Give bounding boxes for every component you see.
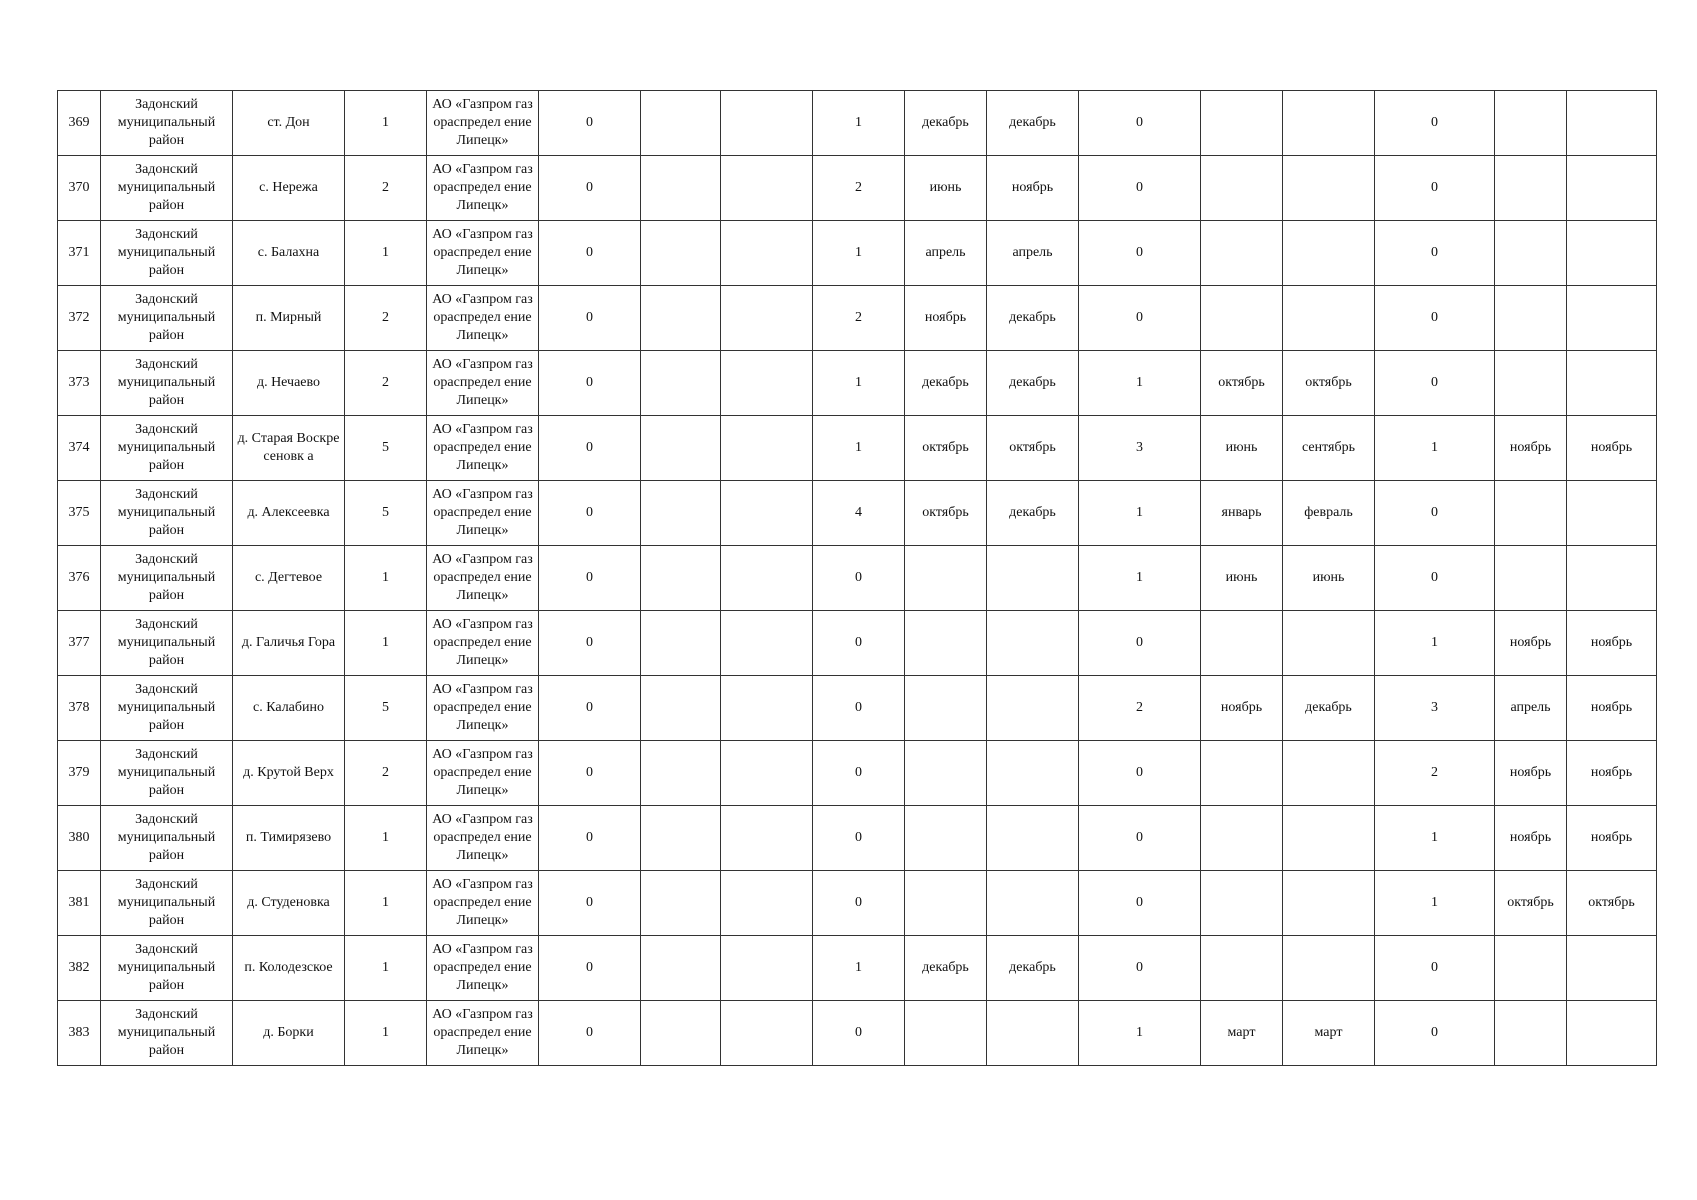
stage3-count-cell: 0 [1079,156,1201,221]
stage1-count-cell: 0 [539,806,641,871]
stage2-end-cell [987,676,1079,741]
stage3-end-cell [1283,286,1375,351]
stage4-start-cell [1495,546,1567,611]
stage3-start-cell [1201,936,1283,1001]
stage2-count-cell: 0 [813,806,905,871]
stage2-start-cell: декабрь [905,91,987,156]
stage4-count-cell: 0 [1375,1001,1495,1066]
stage2-start-cell [905,546,987,611]
stage3-count-cell: 1 [1079,546,1201,611]
stage3-end-cell [1283,221,1375,286]
row-number-cell: 371 [58,221,101,286]
stage2-count-cell: 2 [813,156,905,221]
stage2-count-cell: 1 [813,351,905,416]
total-count-cell: 1 [345,806,427,871]
table-row [58,416,1657,481]
stage4-count-cell: 1 [1375,871,1495,936]
stage4-start-cell: ноябрь [1495,416,1567,481]
stage3-start-cell [1201,221,1283,286]
stage2-end-cell [987,546,1079,611]
organization-cell: АО «Газпром газораспредел ение Липецк» [427,1001,539,1066]
settlement-cell: п. Мирный [233,286,345,351]
stage3-end-cell [1283,156,1375,221]
stage1-end-cell [721,416,813,481]
stage3-start-cell [1201,611,1283,676]
organization-cell: АО «Газпром газораспредел ение Липецк» [427,741,539,806]
stage2-count-cell: 0 [813,676,905,741]
stage3-start-cell [1201,871,1283,936]
settlement-cell: с. Калабино [233,676,345,741]
settlement-cell: д. Студеновка [233,871,345,936]
stage1-end-cell [721,1001,813,1066]
stage1-count-cell: 0 [539,416,641,481]
district-cell: Задонский муниципальный район [101,481,233,546]
settlement-cell: д. Борки [233,1001,345,1066]
stage1-count-cell: 0 [539,351,641,416]
table-row [58,156,1657,221]
stage2-start-cell [905,676,987,741]
stage3-end-cell [1283,871,1375,936]
district-cell: Задонский муниципальный район [101,416,233,481]
stage2-end-cell: октябрь [987,416,1079,481]
stage2-start-cell: октябрь [905,416,987,481]
stage4-start-cell [1495,221,1567,286]
stage3-count-cell: 1 [1079,1001,1201,1066]
table-row [58,806,1657,871]
organization-cell: АО «Газпром газораспредел ение Липецк» [427,611,539,676]
stage4-count-cell: 1 [1375,611,1495,676]
stage1-end-cell [721,91,813,156]
stage1-end-cell [721,871,813,936]
stage3-count-cell: 3 [1079,416,1201,481]
stage3-start-cell [1201,91,1283,156]
stage1-count-cell: 0 [539,1001,641,1066]
stage3-count-cell: 2 [1079,676,1201,741]
district-cell: Задонский муниципальный район [101,741,233,806]
settlement-cell: п. Колодезское [233,936,345,1001]
row-number-cell: 376 [58,546,101,611]
stage2-count-cell: 0 [813,1001,905,1066]
stage4-start-cell: ноябрь [1495,611,1567,676]
stage1-end-cell [721,741,813,806]
total-count-cell: 5 [345,481,427,546]
stage4-end-cell: ноябрь [1567,806,1657,871]
stage4-end-cell: ноябрь [1567,611,1657,676]
total-count-cell: 1 [345,1001,427,1066]
stage1-start-cell [641,481,721,546]
total-count-cell: 5 [345,416,427,481]
stage2-start-cell [905,741,987,806]
stage3-count-cell: 0 [1079,286,1201,351]
settlement-cell: д. Алексеевка [233,481,345,546]
row-number-cell: 378 [58,676,101,741]
stage2-end-cell: декабрь [987,351,1079,416]
stage2-start-cell [905,806,987,871]
stage2-end-cell: декабрь [987,91,1079,156]
stage2-start-cell: октябрь [905,481,987,546]
stage1-count-cell: 0 [539,286,641,351]
stage4-count-cell: 0 [1375,286,1495,351]
stage1-start-cell [641,611,721,676]
stage3-end-cell: декабрь [1283,676,1375,741]
stage3-end-cell: февраль [1283,481,1375,546]
district-cell: Задонский муниципальный район [101,676,233,741]
row-number-cell: 372 [58,286,101,351]
total-count-cell: 1 [345,546,427,611]
district-cell: Задонский муниципальный район [101,286,233,351]
stage1-end-cell [721,676,813,741]
settlement-cell: с. Балахна [233,221,345,286]
stage1-count-cell: 0 [539,936,641,1001]
stage3-end-cell: октябрь [1283,351,1375,416]
table-row [58,676,1657,741]
stage2-count-cell: 0 [813,741,905,806]
settlement-cell: п. Тимирязево [233,806,345,871]
organization-cell: АО «Газпром газораспредел ение Липецк» [427,806,539,871]
stage2-count-cell: 1 [813,936,905,1001]
stage3-end-cell: сентябрь [1283,416,1375,481]
table-row [58,481,1657,546]
stage1-start-cell [641,91,721,156]
organization-cell: АО «Газпром газораспредел ение Липецк» [427,351,539,416]
stage4-start-cell: ноябрь [1495,806,1567,871]
table-row [58,221,1657,286]
settlement-cell: д. Галичья Гора [233,611,345,676]
stage4-end-cell: ноябрь [1567,676,1657,741]
total-count-cell: 1 [345,221,427,286]
stage4-count-cell: 0 [1375,351,1495,416]
stage1-start-cell [641,286,721,351]
stage4-start-cell [1495,936,1567,1001]
stage3-start-cell [1201,806,1283,871]
district-cell: Задонский муниципальный район [101,871,233,936]
stage1-count-cell: 0 [539,221,641,286]
total-count-cell: 1 [345,91,427,156]
table-row [58,741,1657,806]
stage1-end-cell [721,156,813,221]
row-number-cell: 369 [58,91,101,156]
stage2-count-cell: 2 [813,286,905,351]
stage4-start-cell [1495,156,1567,221]
district-cell: Задонский муниципальный район [101,91,233,156]
stage2-count-cell: 0 [813,871,905,936]
stage4-end-cell [1567,286,1657,351]
stage4-count-cell: 0 [1375,91,1495,156]
organization-cell: АО «Газпром газораспредел ение Липецк» [427,221,539,286]
stage4-end-cell: ноябрь [1567,416,1657,481]
stage3-start-cell: март [1201,1001,1283,1066]
stage1-start-cell [641,1001,721,1066]
district-cell: Задонский муниципальный район [101,221,233,286]
stage3-start-cell: октябрь [1201,351,1283,416]
stage2-start-cell: апрель [905,221,987,286]
stage4-start-cell: апрель [1495,676,1567,741]
stage3-start-cell: ноябрь [1201,676,1283,741]
table-row [58,936,1657,1001]
row-number-cell: 373 [58,351,101,416]
district-cell: Задонский муниципальный район [101,156,233,221]
total-count-cell: 1 [345,936,427,1001]
stage1-count-cell: 0 [539,741,641,806]
table-row [58,611,1657,676]
stage2-end-cell [987,611,1079,676]
stage3-count-cell: 0 [1079,91,1201,156]
row-number-cell: 381 [58,871,101,936]
stage1-start-cell [641,221,721,286]
stage2-start-cell [905,611,987,676]
district-cell: Задонский муниципальный район [101,936,233,1001]
stage4-start-cell [1495,481,1567,546]
stage2-start-cell: декабрь [905,936,987,1001]
stage4-count-cell: 0 [1375,156,1495,221]
stage4-count-cell: 0 [1375,546,1495,611]
table-row [58,1001,1657,1066]
stage1-start-cell [641,676,721,741]
stage1-end-cell [721,351,813,416]
district-cell: Задонский муниципальный район [101,351,233,416]
stage3-count-cell: 0 [1079,806,1201,871]
settlement-cell: д. Нечаево [233,351,345,416]
organization-cell: АО «Газпром газораспредел ение Липецк» [427,481,539,546]
stage4-count-cell: 2 [1375,741,1495,806]
stage1-count-cell: 0 [539,156,641,221]
row-number-cell: 377 [58,611,101,676]
stage4-end-cell: ноябрь [1567,741,1657,806]
stage4-count-cell: 3 [1375,676,1495,741]
stage4-start-cell: ноябрь [1495,741,1567,806]
stage3-start-cell [1201,741,1283,806]
stage3-count-cell: 0 [1079,871,1201,936]
stage4-start-cell [1495,91,1567,156]
stage1-count-cell: 0 [539,91,641,156]
total-count-cell: 1 [345,611,427,676]
stage2-count-cell: 4 [813,481,905,546]
stage4-end-cell: октябрь [1567,871,1657,936]
stage4-end-cell [1567,936,1657,1001]
row-number-cell: 383 [58,1001,101,1066]
stage1-end-cell [721,806,813,871]
stage1-start-cell [641,351,721,416]
stage1-count-cell: 0 [539,611,641,676]
stage3-end-cell [1283,741,1375,806]
settlement-cell: д. Старая Воскресеновк а [233,416,345,481]
stage2-end-cell: апрель [987,221,1079,286]
row-number-cell: 370 [58,156,101,221]
row-number-cell: 374 [58,416,101,481]
stage3-end-cell [1283,936,1375,1001]
organization-cell: АО «Газпром газораспредел ение Липецк» [427,91,539,156]
stage2-start-cell: декабрь [905,351,987,416]
total-count-cell: 2 [345,741,427,806]
stage1-start-cell [641,416,721,481]
stage2-start-cell [905,871,987,936]
organization-cell: АО «Газпром газораспредел ение Липецк» [427,546,539,611]
stage3-start-cell [1201,286,1283,351]
stage1-end-cell [721,221,813,286]
stage4-end-cell [1567,351,1657,416]
stage2-count-cell: 0 [813,611,905,676]
stage4-end-cell [1567,91,1657,156]
stage1-end-cell [721,611,813,676]
district-cell: Задонский муниципальный район [101,806,233,871]
stage4-start-cell [1495,286,1567,351]
stage1-end-cell [721,546,813,611]
organization-cell: АО «Газпром газораспредел ение Липецк» [427,936,539,1001]
stage3-count-cell: 0 [1079,611,1201,676]
organization-cell: АО «Газпром газораспредел ение Липецк» [427,286,539,351]
stage4-end-cell [1567,221,1657,286]
stage3-count-cell: 1 [1079,481,1201,546]
stage3-count-cell: 0 [1079,221,1201,286]
document-page [57,90,1654,1066]
row-number-cell: 379 [58,741,101,806]
total-count-cell: 2 [345,156,427,221]
stage1-count-cell: 0 [539,481,641,546]
gasification-schedule-table [57,90,1657,1066]
stage3-end-cell: июнь [1283,546,1375,611]
stage3-count-cell: 0 [1079,741,1201,806]
stage3-end-cell [1283,91,1375,156]
settlement-cell: ст. Дон [233,91,345,156]
stage4-count-cell: 1 [1375,416,1495,481]
stage3-end-cell [1283,611,1375,676]
stage4-end-cell [1567,1001,1657,1066]
organization-cell: АО «Газпром газораспредел ение Липецк» [427,676,539,741]
stage3-end-cell [1283,806,1375,871]
stage1-count-cell: 0 [539,546,641,611]
stage2-start-cell: июнь [905,156,987,221]
district-cell: Задонский муниципальный район [101,546,233,611]
total-count-cell: 2 [345,286,427,351]
stage1-start-cell [641,741,721,806]
table-row [58,351,1657,416]
stage2-end-cell: декабрь [987,481,1079,546]
stage2-end-cell [987,1001,1079,1066]
settlement-cell: д. Крутой Верх [233,741,345,806]
stage1-start-cell [641,806,721,871]
stage2-end-cell [987,806,1079,871]
total-count-cell: 2 [345,351,427,416]
stage3-end-cell: март [1283,1001,1375,1066]
stage4-end-cell [1567,546,1657,611]
table-row [58,91,1657,156]
stage2-end-cell: декабрь [987,936,1079,1001]
stage2-end-cell: ноябрь [987,156,1079,221]
total-count-cell: 5 [345,676,427,741]
stage1-end-cell [721,936,813,1001]
stage1-start-cell [641,156,721,221]
stage2-count-cell: 0 [813,546,905,611]
row-number-cell: 382 [58,936,101,1001]
stage2-end-cell [987,871,1079,936]
stage4-count-cell: 0 [1375,936,1495,1001]
stage1-start-cell [641,936,721,1001]
stage3-start-cell: июнь [1201,416,1283,481]
stage4-start-cell [1495,351,1567,416]
stage3-start-cell: июнь [1201,546,1283,611]
stage4-start-cell [1495,1001,1567,1066]
settlement-cell: с. Дегтевое [233,546,345,611]
stage4-end-cell [1567,156,1657,221]
settlement-cell: с. Нережа [233,156,345,221]
stage2-end-cell: декабрь [987,286,1079,351]
stage2-count-cell: 1 [813,221,905,286]
stage2-count-cell: 1 [813,91,905,156]
stage4-count-cell: 1 [1375,806,1495,871]
table-row [58,546,1657,611]
stage4-start-cell: октябрь [1495,871,1567,936]
stage2-end-cell [987,741,1079,806]
district-cell: Задонский муниципальный район [101,1001,233,1066]
stage1-start-cell [641,546,721,611]
stage1-end-cell [721,286,813,351]
organization-cell: АО «Газпром газораспредел ение Липецк» [427,871,539,936]
stage3-start-cell [1201,156,1283,221]
stage4-end-cell [1567,481,1657,546]
stage4-count-cell: 0 [1375,481,1495,546]
row-number-cell: 380 [58,806,101,871]
total-count-cell: 1 [345,871,427,936]
stage1-start-cell [641,871,721,936]
row-number-cell: 375 [58,481,101,546]
organization-cell: АО «Газпром газораспредел ение Липецк» [427,156,539,221]
table-row [58,286,1657,351]
table-body [58,91,1657,1066]
stage3-start-cell: январь [1201,481,1283,546]
stage4-count-cell: 0 [1375,221,1495,286]
stage1-count-cell: 0 [539,676,641,741]
stage2-count-cell: 1 [813,416,905,481]
table-row [58,871,1657,936]
district-cell: Задонский муниципальный район [101,611,233,676]
organization-cell: АО «Газпром газораспредел ение Липецк» [427,416,539,481]
stage2-start-cell [905,1001,987,1066]
stage1-end-cell [721,481,813,546]
stage2-start-cell: ноябрь [905,286,987,351]
stage3-count-cell: 0 [1079,936,1201,1001]
stage3-count-cell: 1 [1079,351,1201,416]
stage1-count-cell: 0 [539,871,641,936]
